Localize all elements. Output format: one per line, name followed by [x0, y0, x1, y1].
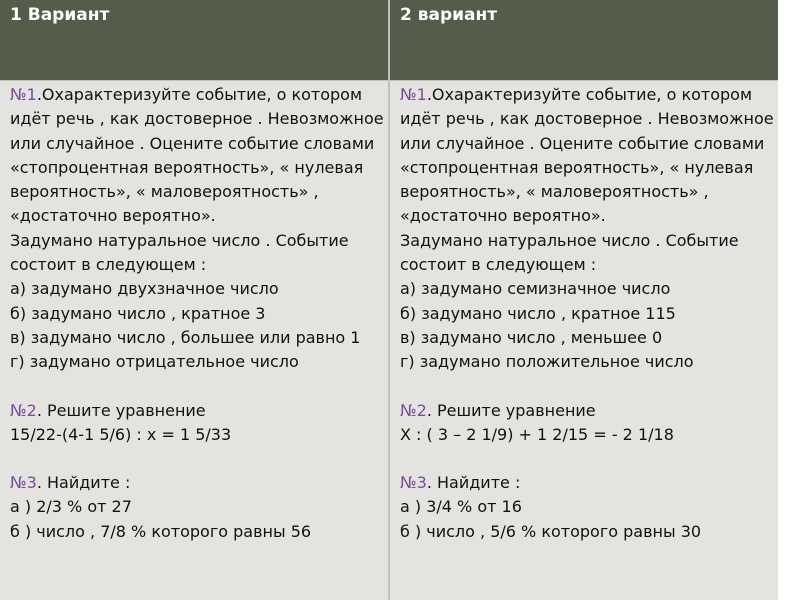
v1-task1-c: в) задумано число , большее или равно 1 [10, 327, 361, 347]
v1-task2-text: . Решите уравнение [36, 400, 206, 420]
v1-task2-number: №2 [10, 400, 37, 420]
v1-task2 [10, 399, 386, 423]
spacer [10, 375, 386, 399]
v1-task3-text: . Найдите : [36, 473, 131, 493]
v2-task1-b: б) задумано число , кратное 115 [400, 303, 676, 323]
v2-task3-a: а ) 3/4 % от 16 [400, 497, 522, 517]
right-margin [778, 0, 800, 600]
v2-task2-equation: Х : ( 3 – 2 1/9) + 1 2/15 = - 2 1/18 [400, 424, 674, 444]
v2-task3-b: б ) число , 5/6 % которого равны 30 [400, 521, 702, 541]
v2-task1-c: в) задумано число , меньшее 0 [400, 327, 663, 347]
header-variant-2: 2 вариант [390, 0, 778, 80]
v1-task1-text: .Охарактеризуйте событие, о котором идёт речь , как достоверное . Невозможное или случайное . Оцените событие словами «стопроцентная вероятность», « нулевая вероятность», « маловероятность» , «достаточно вероятно». [10, 85, 384, 226]
v2-task1 [400, 83, 776, 229]
v2-task3-text: . Найдите : [426, 473, 521, 493]
v2-task1-intro: Задумано натуральное число . Событие состоит в следующем : [400, 230, 739, 275]
spacer [10, 447, 386, 471]
v1-task3-number: №3 [10, 473, 37, 493]
v2-task1-number: №1 [400, 85, 427, 104]
v2-task3-number: №3 [400, 473, 427, 493]
v2-task1-d: г) задумано положительное число [400, 352, 694, 372]
v2-task1-a: а) задумано семизначное число [400, 279, 671, 299]
v1-task1-a: а) задумано двухзначное число [10, 279, 279, 299]
v2-task1-text: .Охарактеризуйте событие, о котором идёт речь , как достоверное . Невозможное или случайное . Оцените событие словами «стопроцентная вероятность», « нулевая вероятность», « маловероятность» , «достаточно вероятно». [400, 85, 774, 226]
v2-task2-text: . Решите уравнение [426, 400, 596, 420]
v1-task3 [10, 471, 386, 495]
v1-task1-b: б) задумано число , кратное 3 [10, 303, 266, 323]
spacer [400, 447, 776, 471]
v2-task3 [400, 471, 776, 495]
v1-task2-equation: 15/22-(4-1 5/6) : х = 1 5/33 [10, 424, 232, 444]
variant-2-cell [390, 81, 778, 600]
header-variant-1: 1 Вариант [0, 0, 388, 80]
v1-task3-a: а ) 2/3 % от 27 [10, 497, 132, 517]
variant-1-cell [0, 81, 388, 600]
v1-task1 [10, 83, 386, 229]
v1-task1-d: г) задумано отрицательное число [10, 352, 299, 372]
v1-task1-intro: Задумано натуральное число . Событие состоит в следующем : [10, 230, 349, 275]
v2-task2-number: №2 [400, 400, 427, 420]
spacer [400, 375, 776, 399]
v2-task2 [400, 399, 776, 423]
v1-task1-number: №1 [10, 85, 37, 104]
v1-task3-b: б ) число , 7/8 % которого равны 56 [10, 521, 312, 541]
